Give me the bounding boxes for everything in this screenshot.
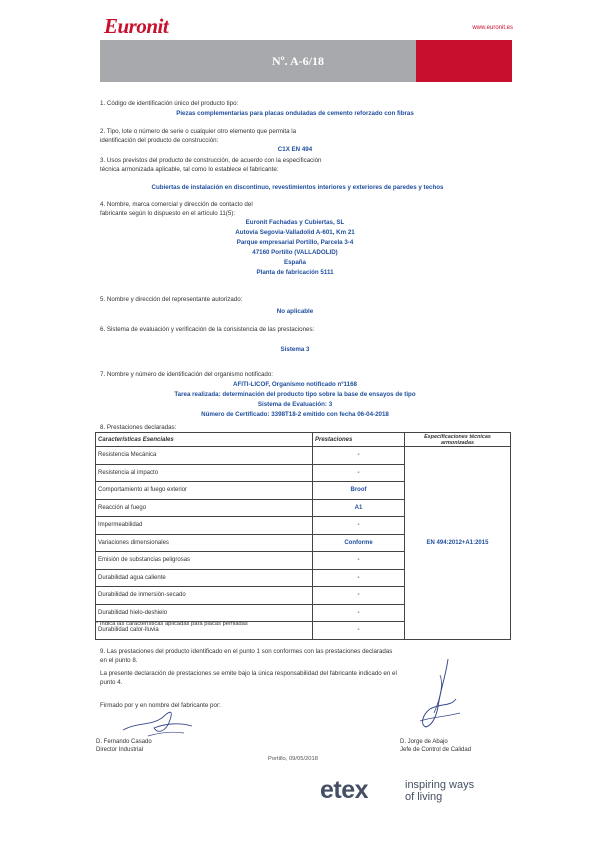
- feature-cell: Variaciones dimensionales: [96, 534, 313, 552]
- manufacturer-address-2: Parque empresarial Portillo, Parcela 3-4: [236, 239, 354, 246]
- left-signatory: [96, 738, 152, 754]
- place-and-date: Portillo, 09/05/2018: [268, 756, 318, 762]
- website-url[interactable]: www.euronit.es: [472, 25, 513, 31]
- table-row: [96, 447, 511, 465]
- section-5-label: 5. Nombre y dirección del representante autorizado:: [100, 296, 243, 303]
- title-band-red: [416, 40, 512, 82]
- title-band: [100, 40, 512, 82]
- header-essential-characteristics: Características Esenciales: [96, 433, 313, 447]
- feature-cell: Comportamiento al fuego exterior: [96, 482, 313, 500]
- value-cell: -: [313, 517, 405, 535]
- header-performance: Prestaciones: [313, 433, 405, 447]
- etex-tagline-line-2: of living: [405, 790, 443, 803]
- section-6-value: Sistema 3: [280, 346, 310, 353]
- responsibility-statement: La presente declaración de prestaciones se emite bajo la única responsabilidad del fabricante indicado en el punto 4.: [100, 670, 397, 686]
- feature-cell: Durabilidad agua caliente: [96, 569, 313, 587]
- feature-cell: Resistencia Mecánica: [96, 447, 313, 465]
- title-band-grey: [100, 40, 416, 82]
- signed-by-label: Firmado por y en nombre del fabricante por:: [100, 702, 221, 709]
- etex-logo: etex: [320, 776, 369, 804]
- section-2-value: C1X EN 494: [277, 146, 313, 153]
- feature-cell: Impermeabilidad: [96, 517, 313, 535]
- value-cell: -: [313, 604, 405, 622]
- right-signatory: [400, 738, 471, 754]
- value-cell: -: [313, 464, 405, 482]
- section-5-value: No aplicable: [276, 308, 314, 315]
- value-cell: Broof: [313, 482, 405, 500]
- task-performed: Tarea realizada: determinación del producto tipo sobre la base de ensayos de tipo: [174, 391, 416, 398]
- feature-cell: Resistencia al impacto: [96, 464, 313, 482]
- section-3-label: 3. Usos previstos del producto de construcción, de acuerdo con la especificación técnica armonizada aplicable, tal como lo establece el fabricante:: [100, 157, 322, 173]
- table-footnote: * Indica las características aplicadas para placas perfiladas: [96, 621, 248, 627]
- value-cell: -: [313, 552, 405, 570]
- harmonised-spec-cell: EN 494:2012+A1:2015: [405, 447, 511, 640]
- table-header-row: [96, 433, 511, 447]
- certificate-number: Número de Certificado: 3398T18-2 emitido con fecha 06-04-2018: [201, 411, 389, 418]
- evaluation-system: Sistema de Evaluación: 3: [257, 401, 333, 408]
- value-cell: A1: [313, 499, 405, 517]
- feature-cell: Reacción al fuego: [96, 499, 313, 517]
- value-cell: -: [313, 587, 405, 605]
- euronit-logo: Euronit: [104, 14, 169, 38]
- left-signature-image: [118, 700, 198, 740]
- manufacturer-address-1: Autovía Segovia-Valladolid A-601, Km 21: [235, 229, 355, 236]
- feature-cell: Emisión de substancias peligrosas: [96, 552, 313, 570]
- section-4-label: 4. Nombre, marca comercial y dirección de contacto del fabricante según lo dispuesto en el artículo 11(5):: [100, 201, 253, 217]
- section-6-label: 6. Sistema de evaluación y verificación de la consistencia de las prestaciones:: [100, 326, 315, 333]
- section-7-label: 7. Nombre y número de identificación del organismo notificado:: [100, 371, 273, 378]
- manufacturer-name: Euronit Fachadas y Cubiertas, SL: [245, 219, 345, 226]
- etex-tagline-line-1: inspiring ways: [405, 779, 475, 791]
- feature-cell: Durabilidad hielo-deshielo: [96, 604, 313, 622]
- right-signatory-name: D. Jorge de Abajo: [400, 739, 448, 745]
- notified-body: AFITI-LICOF, Organismo notificado nº1168: [233, 381, 357, 388]
- etex-tagline: [405, 780, 474, 803]
- section-1-value: Piezas complementarias para placas onduladas de cemento reforzado con fibras: [176, 110, 414, 117]
- performance-table: [95, 432, 511, 640]
- left-signatory-name: D. Fernando Casado: [96, 739, 152, 745]
- right-signature-image: [410, 655, 470, 735]
- feature-cell: Durabilidad calor-lluvia: [96, 622, 313, 640]
- section-9-text: 9. Las prestaciones del producto identificado en el punto 1 son conformes con las prestaciones declaradas en el punto 8.: [100, 648, 393, 664]
- manufacturer-country: España: [283, 259, 306, 266]
- section-1-label: 1. Código de identificación único del producto tipo:: [100, 100, 239, 107]
- feature-cell: Durabilidad de inmersión-secado: [96, 587, 313, 605]
- left-signatory-role: Director Industrial: [96, 747, 144, 753]
- manufacturing-plant: Planta de fabricación 5111: [256, 269, 334, 276]
- section-2-label: 2. Tipo, lote o número de serie o cualquier otro elemento que permita la identificación del producto de construcción:: [100, 128, 297, 144]
- manufacturer-address-3: 47160 Portillo (VALLADOLID): [252, 249, 338, 256]
- value-cell: -: [313, 569, 405, 587]
- value-cell: Conforme: [313, 534, 405, 552]
- right-signatory-role: Jefe de Control de Calidad: [400, 747, 472, 753]
- header-harmonised-spec: Especificaciones técnicas armonizadas: [405, 433, 511, 447]
- value-cell: -: [313, 447, 405, 465]
- section-8-label: 8. Prestaciones declaradas:: [100, 424, 177, 431]
- value-cell: -: [313, 622, 405, 640]
- section-3-value: Cubiertas de instalación en discontinuo, revestimientos interiores y exteriores de paredes y techos: [151, 184, 444, 191]
- document-number: Nº. A-6/18: [272, 53, 324, 68]
